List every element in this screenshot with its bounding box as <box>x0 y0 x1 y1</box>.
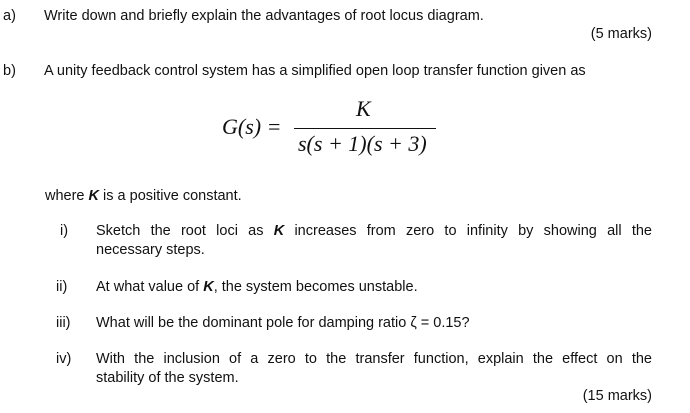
question-b-label: b) <box>3 63 16 79</box>
question-a-text: Write down and briefly explain the advantages of root locus diagram. <box>44 8 484 24</box>
where-suffix: is a positive constant. <box>99 188 242 204</box>
subpart-iii-label: iii) <box>56 315 71 331</box>
where-variable: K <box>88 188 100 204</box>
fraction-bar <box>294 128 436 129</box>
question-a-marks: (5 marks) <box>590 26 652 42</box>
subpart-ii-text <box>96 279 418 295</box>
subpart-i-prefix: Sketch the root loci as <box>96 223 274 239</box>
question-b-marks: (15 marks) <box>582 388 652 404</box>
subpart-iii-text: What will be the dominant pole for damping ratio ζ = 0.15? <box>96 315 470 331</box>
subpart-i-suffix: increases from zero to infinity by showing all the <box>284 223 652 239</box>
subpart-ii-label: ii) <box>56 279 68 295</box>
subpart-iv-line2: stability of the system. <box>96 370 239 386</box>
subpart-ii-prefix: At what value of <box>96 279 204 295</box>
subpart-i-line2: necessary steps. <box>96 242 205 258</box>
subpart-i-variable: K <box>273 223 285 239</box>
equation-denominator: s(s + 1)(s + 3) <box>298 131 427 156</box>
where-prefix: where <box>45 188 89 204</box>
subpart-ii-suffix: , the system becomes unstable. <box>213 279 418 295</box>
subpart-ii-variable: K <box>203 279 214 295</box>
question-a-label: a) <box>3 8 16 24</box>
subpart-i-line1 <box>96 223 652 239</box>
subpart-i-label: i) <box>60 223 69 239</box>
subpart-iv-line1: With the inclusion of a zero to the transfer function, explain the effect on the <box>96 351 652 367</box>
subpart-iv-label: iv) <box>56 351 72 367</box>
equation-lhs: G(s) = <box>222 114 282 139</box>
question-b-text: A unity feedback control system has a simplified open loop transfer function given as <box>44 63 586 79</box>
equation-numerator: K <box>356 96 371 121</box>
where-clause <box>45 188 242 204</box>
